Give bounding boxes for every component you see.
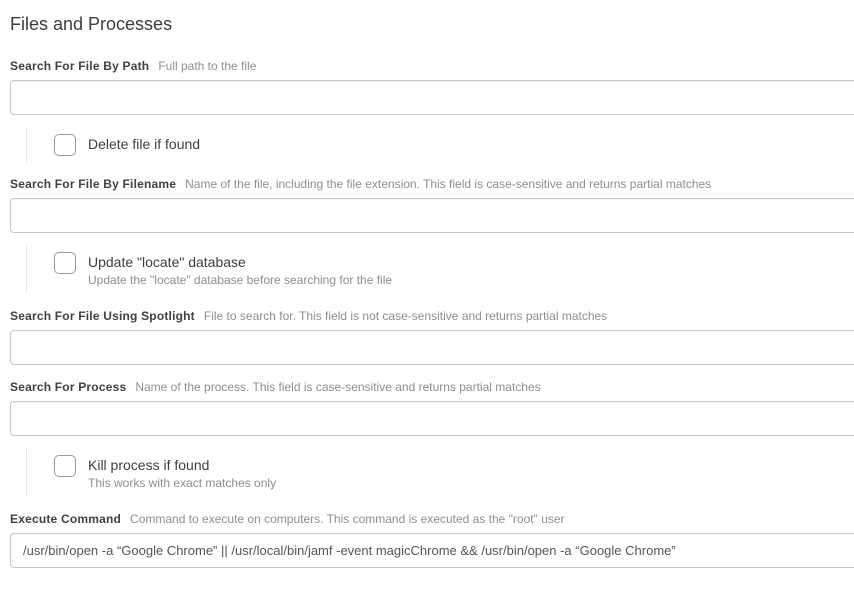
update-locate-checkbox[interactable]	[54, 252, 76, 274]
spotlight-label-row	[10, 309, 854, 323]
file-by-path-label: Search For File By Path	[10, 59, 150, 73]
file-by-path-label-row	[10, 59, 854, 73]
kill-process-checkbox[interactable]	[54, 455, 76, 477]
execute-command-label: Execute Command	[10, 512, 122, 526]
spotlight-label: Search For File Using Spotlight	[10, 309, 195, 323]
file-by-filename-input[interactable]	[10, 198, 854, 233]
kill-process-helper: This works with exact matches only	[88, 476, 277, 490]
delete-file-texts	[88, 134, 200, 153]
process-helper: Name of the process. This field is case-sensitive and returns partial matches	[135, 380, 541, 394]
spotlight-input[interactable]	[10, 330, 854, 365]
delete-file-label: Delete file if found	[88, 136, 201, 152]
update-locate-label: Update "locate" database	[88, 254, 246, 270]
section-execute-command	[10, 512, 854, 568]
execute-command-input[interactable]	[10, 533, 854, 568]
update-locate-checkbox-block	[26, 246, 854, 294]
file-by-filename-helper: Name of the file, including the file extension. This field is case-sensitive and returns partial matches	[185, 177, 712, 191]
section-process	[10, 380, 854, 436]
page-title: Files and Processes	[10, 14, 173, 34]
process-input[interactable]	[10, 401, 854, 436]
execute-command-helper: Command to execute on computers. This command is executed as the "root" user	[130, 512, 565, 526]
kill-process-texts	[88, 455, 276, 491]
execute-command-label-row	[10, 512, 854, 526]
file-by-path-input[interactable]	[10, 80, 854, 115]
section-spotlight	[10, 309, 854, 365]
file-by-filename-label: Search For File By Filename	[10, 177, 177, 191]
process-label-row	[10, 380, 854, 394]
delete-file-checkbox[interactable]	[54, 134, 76, 156]
process-label: Search For Process	[10, 380, 127, 394]
section-file-by-filename	[10, 177, 854, 233]
kill-process-checkbox-block	[26, 449, 854, 497]
update-locate-helper: Update the "locate" database before searching for the file	[88, 273, 393, 287]
section-file-by-path	[10, 59, 854, 115]
delete-file-checkbox-block	[26, 128, 854, 162]
file-by-filename-label-row	[10, 177, 854, 191]
kill-process-label: Kill process if found	[88, 457, 210, 473]
spotlight-helper: File to search for. This field is not case-sensitive and returns partial matches	[203, 309, 608, 323]
update-locate-texts	[88, 252, 392, 288]
file-by-path-helper: Full path to the file	[158, 59, 257, 73]
